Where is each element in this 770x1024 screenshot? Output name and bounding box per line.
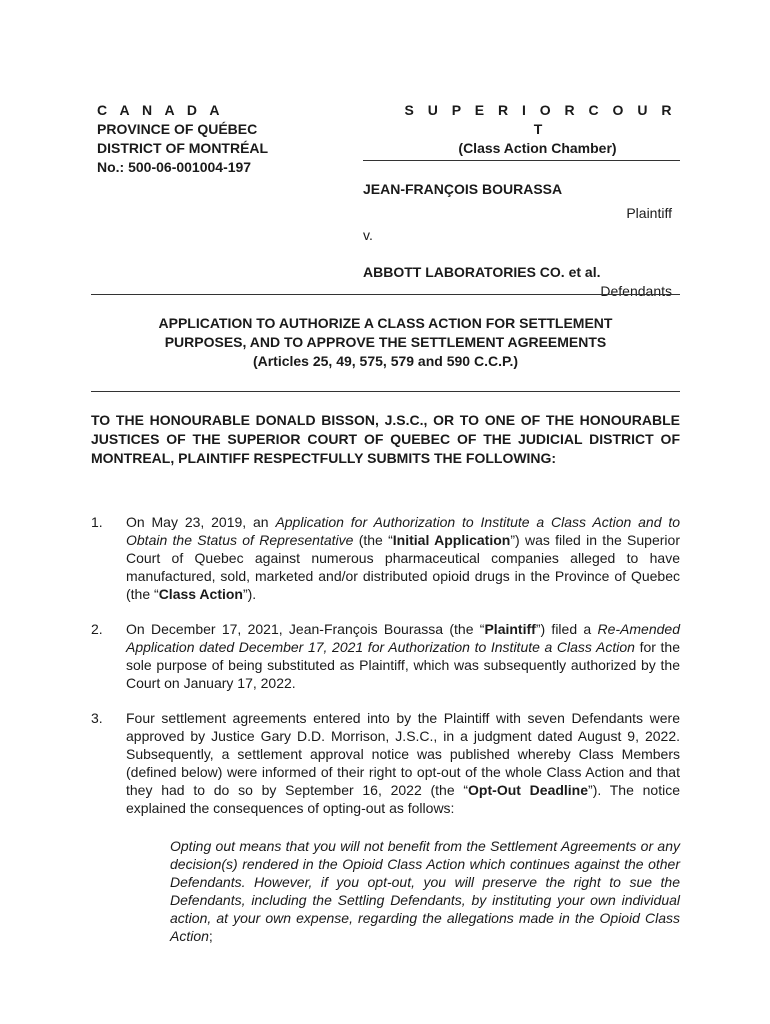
province-label: PROVINCE OF QUÉBEC — [97, 121, 258, 137]
jurisdiction-block — [97, 101, 268, 177]
divider-top — [91, 294, 680, 295]
file-number: No.: 500-06-001004-197 — [97, 159, 252, 175]
court-name: S U P E R I O R C O U R T — [404, 102, 677, 137]
title-line-1: APPLICATION TO AUTHORIZE A CLASS ACTION FOR SETTLEMENT — [158, 315, 613, 331]
title-line-2: PURPOSES, AND TO APPROVE THE SETTLEMENT AGREEMENTS — [164, 334, 607, 350]
court-address: TO THE HONOURABLE DONALD BISSON, J.S.C., OR TO ONE OF THE HONOURABLE JUSTICES OF THE SUPERIOR COURT OF QUEBEC OF THE JUDICIAL DISTRICT OF MONTREAL, PLAINTIFF RESPECTFULLY SUBMITS THE FOLLOWING: — [91, 412, 680, 466]
paragraph-body: On May 23, 2019, an Application for Authorization to Institute a Class Action and to Obtain the Status of Representative (the “Initial Application”) was filed in the Superior Court of Quebec against numerous pharmaceutical companies alleged to have manufactured, sold, marketed and/or distributed opioid drugs in the Province of Quebec (the “Class Action”). — [126, 514, 681, 602]
paragraph-3 — [91, 709, 680, 817]
district-label: DISTRICT OF MONTRÉAL — [97, 140, 269, 156]
country-label: C A N A D A — [97, 102, 225, 118]
defendant-role: Defendants — [600, 283, 672, 299]
plaintiff-role: Plaintiff — [626, 205, 672, 221]
court-block — [363, 101, 680, 301]
paragraph-number: 2. — [91, 621, 103, 637]
paragraph-2 — [91, 620, 680, 692]
paragraph-body: Four settlement agreements entered into by the Plaintiff with seven Defendants were approved by Justice Gary D.D. Morrison, J.S.C., in a judgment dated August 9, 2022. Subsequently, a settlement approval notice was published whereby Class Members (defined below) were informed of their right to opt-out of the whole Class Action and that they had to do so by September 16, 2022 (the “Opt-Out Deadline”). The notice explained the consequences of opting-out as follows: — [126, 710, 680, 816]
defendant-name: ABBOTT LABORATORIES CO. et al. — [363, 264, 601, 280]
chamber-name: (Class Action Chamber) — [363, 139, 680, 161]
plaintiff-name: JEAN-FRANÇOIS BOURASSA — [363, 181, 563, 197]
versus-label: v. — [363, 227, 373, 243]
document-title — [91, 314, 680, 371]
paragraph-1 — [91, 513, 680, 603]
paragraph-number: 3. — [91, 710, 103, 726]
paragraph-number: 1. — [91, 514, 103, 530]
title-line-3: (Articles 25, 49, 575, 579 and 590 C.C.P.) — [252, 353, 519, 369]
quoted-notice: Opting out means that you will not benefit from the Settlement Agreements or any decision(s) rendered in the Opioid Class Action which continues against the other Defendants. However, if you opt-out, you will preserve the right to sue the Defendants, including the Settling Defendants, by instituting your own individual action, at your own expense, regarding the allegations made in the Opioid Class Action; — [170, 838, 680, 944]
divider-bottom — [91, 391, 680, 392]
paragraph-body: On December 17, 2021, Jean-François Bourassa (the “Plaintiff”) filed a Re-Amended Application dated December 17, 2021 for Authorization to Institute a Class Action for the sole purpose of being substituted as Plaintiff, which was subsequently authorized by the Court on January 17, 2022. — [126, 621, 680, 691]
